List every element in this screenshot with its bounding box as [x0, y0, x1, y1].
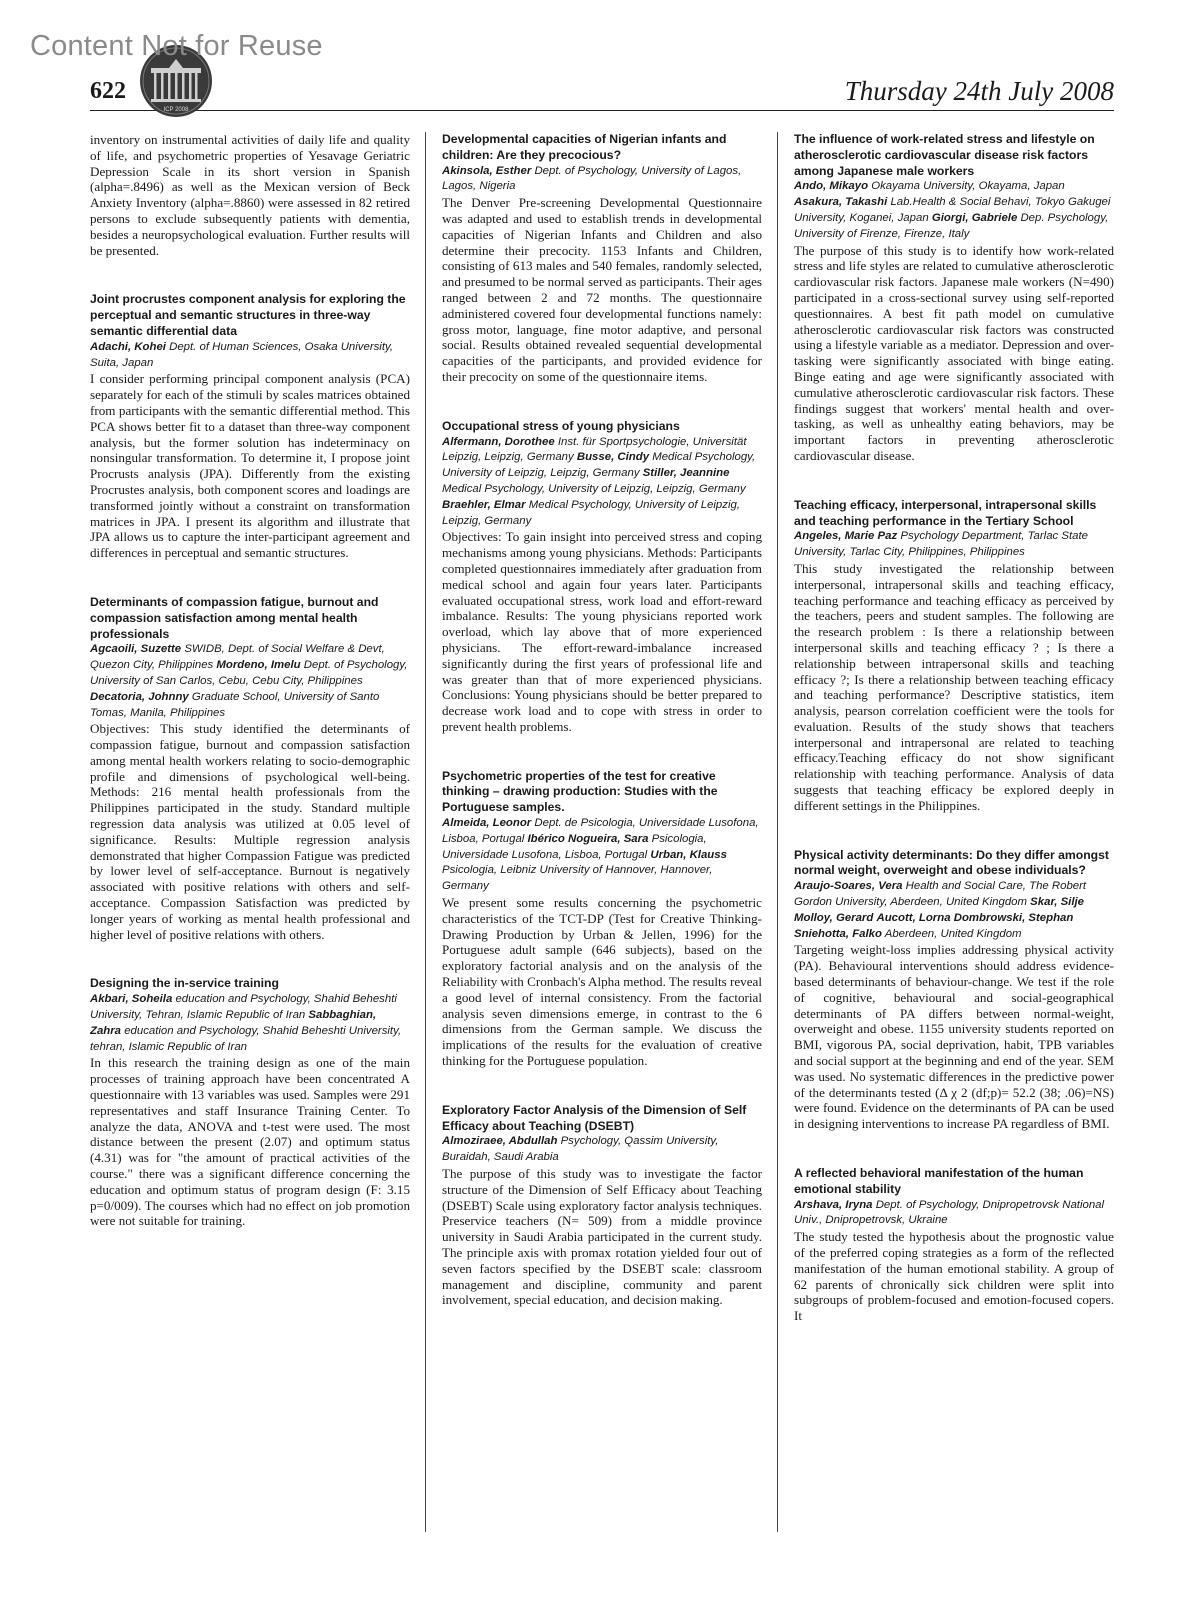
abstract-title: Joint procrustes component analysis for exploring the perceptual and semantic structures in three-way semantic differential data	[90, 292, 406, 338]
author-name: Stiller, Jeannine	[642, 467, 730, 480]
abstract	[794, 132, 1114, 464]
header-rule	[90, 110, 1114, 111]
author-affiliation: Lab.Health & Social Behavi, Tokyo Gakugei University, Koganei, Japan	[794, 196, 1111, 224]
abstract-authors	[794, 1198, 1114, 1230]
author-name: Mordeno, Imelu	[216, 659, 301, 672]
author-name: Agcaoili, Suzette	[90, 643, 182, 656]
author-name: Araujo-Soares, Vera	[794, 880, 903, 893]
abstract-authors	[90, 340, 410, 372]
author-name: Aucott, Lorna	[876, 911, 951, 924]
author-name: Adachi, Kohei	[90, 340, 166, 353]
abstract-authors	[442, 816, 762, 895]
author-name: Almeida, Leonor	[442, 817, 532, 830]
author-affiliation: Inst. für Sportpsychologie, Universität Leipzig, Leipzig, Germany	[442, 435, 747, 464]
author-affiliation: education and Psychology, Shahid Beheshti University, Tehran, Islamic Republic of Iran	[90, 993, 397, 1022]
author-name: Giorgi, Gabriele	[931, 211, 1018, 224]
author-name: Decatoria, Johnny	[90, 690, 189, 703]
author-affiliation: education and Psychology, Shahid Beheshti University, tehran, Islamic Republic of Iran	[90, 1024, 402, 1053]
author-name: Ibérico Nogueira, Sara	[527, 832, 649, 845]
abstract-body: Targeting weight-loss implies addressing physical activity (PA). Behavioural interventions should address evidence-based determinants of behaviour-change. We test if the role of cognitive, behavioural and social-geographical determinants of PA differs between normal-weight, overweight and obese. 1155 university students reported on BMI, vigorous PA, social deprivation, habit, TPB variables and social support at the beginning and end of the year. SEM was used. No systematic differences in the predictive power of the determinants tested (Δ χ 2 (df;p)= 52.2 (38; .06)=NS) were found. Evidence on the determinants of PA can be used in designing interventions to increase PA regardless of BMI.	[794, 942, 1114, 1132]
abstract-body: The purpose of this study was to investigate the factor structure of the Dimension of Self Efficacy about Teaching (DSEBT) Scale using exploratory factor analysis techniques. Preservice teachers (N= 509) from a middle province university in Saudi Arabia participated in the current study. The principle axis with promax rotation yielded four out of seven factors specified by the DSEBT scale: classroom management and discipline, community and parent involvement, special education, and decision making.	[442, 1166, 762, 1308]
column-divider	[777, 132, 778, 1532]
watermark: Content Not for Reuse	[30, 30, 323, 62]
abstract-title: Psychometric properties of the test for creative thinking – drawing production: Studies with the Portuguese samples.	[442, 768, 718, 815]
abstract	[442, 419, 762, 735]
abstract-title: Occupational stress of young physicians	[442, 418, 680, 433]
abstract-title: Determinants of compassion fatigue, burnout and compassion satisfaction among mental health professionals	[90, 594, 379, 641]
author-affiliation: Psicologia, Universidade Lusofona, Lisboa, Portugal	[442, 832, 707, 861]
abstract-authors	[794, 879, 1114, 942]
logo-text: ICP 2008	[163, 107, 189, 113]
author-affiliation: Dep. Psychology, University of Firenze, Firenze, Italy	[794, 211, 1109, 240]
author-name: Braehler, Elmar	[442, 498, 526, 511]
abstract-body: The study tested the hypothesis about the prognostic value of the preferred coping strategies as a form of the reflected manifestation of the human emotional stability. A group of 62 parents of chronically sick children were split into subgroups of problem-focused and emotion-focused copers. It	[794, 1229, 1114, 1324]
page-number: 622	[90, 78, 126, 104]
abstract-authors	[442, 1134, 762, 1166]
abstract	[442, 132, 762, 385]
author-name: Skar, Silje	[1030, 896, 1084, 909]
abstract-title: Teaching efficacy, interpersonal, intrapersonal skills and teaching performance in the Tertiary School	[794, 497, 1097, 528]
author-affiliation: Dept. of Psychology, University of Lagos, Lagos, Nigeria	[442, 164, 742, 193]
author-name: Dombrowski, Stephan	[953, 911, 1074, 924]
author-affiliation: Medical Psychology, University of Leipzig, Leipzig, Germany	[442, 451, 756, 480]
author-name: Asakura, Takashi	[794, 196, 888, 209]
column-3	[794, 132, 1114, 1522]
abstract	[90, 132, 410, 258]
author-name: Busse, Cindy	[576, 451, 650, 464]
author-name: Arshava, Iryna	[794, 1198, 873, 1211]
author-affiliation: Aberdeen, United Kingdom	[884, 927, 1022, 940]
author-affiliation: Graduate School, University of Santo Tomas, Manila, Philippines	[90, 690, 380, 719]
author-name: Urban, Klauss	[650, 848, 727, 861]
abstract-title: Exploratory Factor Analysis of the Dimension of Self Efficacy about Teaching (DSEBT)	[442, 1102, 747, 1133]
author-name: Ando, Mikayo	[794, 180, 869, 193]
author-affiliation: Medical Psychology, University of Leipzig, Leipzig, Germany	[442, 482, 746, 495]
author-affiliation: Dept. of Psychology, Dnipropetrovsk National Univ., Dnipropetrovsk, Ukraine	[794, 1198, 1105, 1227]
abstract-authors	[794, 179, 1114, 242]
abstract	[442, 1103, 762, 1308]
author-affiliation: Psychology Department, Tarlac State University, Tarlac City, Philippines, Philippines	[794, 530, 1088, 559]
author-name: Akinsola, Esther	[442, 164, 532, 177]
abstract-body: inventory on instrumental activities of daily life and quality of life, and psychometric properties of Yesavage Geriatric Depression Scale in its short version in Spanish (alpha=.8496) as well as the Mexican version of Beck Anxiety Inventory (alpha=.8860) were assessed in 82 retired persons to exclude subsequently patients with dementia, besides a neuropsychological evaluation. Further results will be presented.	[90, 132, 410, 258]
abstract-title: The influence of work-related stress and lifestyle on atherosclerotic cardiovascular disease risk factors among Japanese male workers	[794, 132, 1095, 178]
abstract	[442, 769, 762, 1069]
abstract-title: Developmental capacities of Nigerian infants and children: Are they precocious?	[442, 132, 727, 162]
author-affiliation: Health and Social Care, The Robert Gordon University, Aberdeen, United Kingdom	[794, 880, 1087, 909]
author-affiliation: SWIDB, Dept. of Social Welfare & Devt, Quezon City, Philippines	[90, 643, 385, 672]
abstract	[794, 1166, 1114, 1324]
author-affiliation: Okayama University, Okayama, Japan	[871, 180, 1065, 193]
abstract-authors	[794, 529, 1114, 561]
author-affiliation: Medical Psychology, University of Leipzig, Leipzig, Germany	[442, 498, 740, 527]
abstract-authors	[90, 642, 410, 721]
author-affiliation: Dept. of Psychology, University of San Carlos, Cebu, Cebu City, Philippines	[90, 659, 408, 687]
abstract-authors	[442, 435, 762, 530]
author-name: Molloy, Gerard	[794, 911, 874, 924]
column-2	[442, 132, 762, 1522]
author-name: Sabbaghian, Zahra	[90, 1009, 377, 1037]
author-name: Akbari, Soheila	[90, 993, 173, 1006]
abstract-body: We present some results concerning the psychometric characteristics of the TCT-DP (Test for Creative Thinking- Drawing Production by Urban & Jellen, 1996) for the Portuguese adult sample (646 subjects), based on the exploratory factorial analysis and on the analysis of the Reliability with Cronbach's Alpha method. The results reveal a good level of internal consistency. From the factorial analysis seven dimensions emerge, in contrast to the 6 dimensions from the German sample. We discuss the implications of the results for the evaluation of creative thinking for the Portuguese population.	[442, 895, 762, 1069]
author-name: Almoziraee, Abdullah	[442, 1135, 558, 1148]
abstract-title: Designing the in-service training	[90, 976, 279, 991]
abstract	[90, 292, 410, 561]
author-affiliation: Psicologia, Leibniz University of Hannover, Hannover, Germany	[442, 864, 713, 893]
author-affiliation: Psychology, Qassim University, Buraidah, Saudi Arabia	[442, 1135, 719, 1164]
abstract-body: In this research the training design as one of the main processes of training approach have been concentrated A questionnaire with 13 variables was used. Samples were 291 representatives and staff Insurance Training Center. To analyze the data, ANOVA and t-test were used. The most distance between the present (2.07) and optimum status (4.31) was for "the amount of practical activities of the course." there was a significant difference concerning the education and optimum status of program design (F: 3.15 p=0/009). The courses which had no effect on job promotion were not suitable for training.	[90, 1055, 410, 1229]
abstract-authors	[442, 164, 762, 196]
author-name: Alfermann, Dorothee	[442, 435, 555, 448]
abstract-body: Objectives: To gain insight into perceived stress and coping mechanisms among young physicians. Methods: Participants completed questionnaires immediately after graduation from medical school and again four years later. Participants evaluated occupational stress, work load and effort-reward imbalance. Results: The young physicians reported work overload, which lay above that of more experienced physicians. The effort-reward-imbalance increased significantly during the first years of professional life and was greater than that of more experienced physicians. Conclusions: Young physicians should be better prepared to decrease work load and to cope with stress in order to prevent health problems.	[442, 529, 762, 734]
abstract	[90, 976, 410, 1229]
author-affiliation: Dept. of Human Sciences, Osaka University, Suita, Japan	[90, 340, 394, 369]
author-name: Angeles, Marie Paz	[794, 530, 898, 543]
author-name: Sniehotta, Falko	[794, 927, 882, 940]
abstract-body: I consider performing principal component analysis (PCA) separately for each of the stimuli by scales matrices obtained from participants with the semantic differential method. This PCA shows better fit to a dataset than three-way component analysis, but the former solution has indeterminacy on nonsingular transformation. To determine it, I propose joint Procrusts analysis (JPA). Differently from the existing Procrustes analysis, both component scores and loadings are transformed jointly without a constraint on transformation matrices in JPA. I present its algorithm and illustrate that JPA allows us to capture the inter-participant agreement and differences in perceptual and semantic structures.	[90, 371, 410, 561]
author-affiliation: Dept. de Psicologia, Universidade Lusofona, Lisboa, Portugal	[442, 817, 759, 845]
abstract-body: Objectives: This study identified the determinants of compassion fatigue, burnout and compassion satisfaction among mental health workers relating to socio-demographic profile and dimensions of psychological well-being. Methods: 216 mental health professionals from the Philippines participated in the study. Standard multiple regression data analysis was utilized at 0.05 level of significance. Results: Multiple regression analysis demonstrated that higher Compassion Fatigue was predicted by lower level of self-acceptance. Burnout is negatively associated with positive relations with others and self-acceptance. Compassion Satisfaction was predicted by longer years of working as mental health professional and higher level of positive relations with others.	[90, 721, 410, 942]
abstract	[794, 498, 1114, 814]
abstract	[90, 595, 410, 943]
abstract-body: The purpose of this study is to identify how work-related stress and life styles are related to cumulative atherosclerotic cardiovascular risk factors. Japanese male workers (N=490) participated in a cross-sectional survey using self-reported questionnaires. A best fit path model on cumulative atherosclerotic cardiovascular risk factors was constructed using a lifestyle variable as a mediator. Depression and over-tasking were significantly associated with binge eating. Binge eating and age were significantly associated with cumulative atherosclerotic cardiovascular risk factors. These findings suggest that workers' mental health and over-tasking, as well as unhealthy eating behaviors, may be important factors in preventing atherosclerotic cardiovascular disease.	[794, 242, 1114, 463]
abstract-title: A reflected behavioral manifestation of the human emotional stability	[794, 1166, 1084, 1196]
abstract-title: Physical activity determinants: Do they differ amongst normal weight, overweight and obese individuals?	[794, 847, 1109, 878]
page-date: Thursday 24th July 2008	[844, 76, 1114, 106]
abstract-authors	[90, 992, 410, 1055]
column-divider	[425, 132, 426, 1532]
abstract-body: This study investigated the relationship between interpersonal, intrapersonal skills and teaching efficacy, teaching performance and teaching efficacy as perceived by the teachers, peers and student samples. The following are the research problem : Is there a relationship between interpersonal skills and teaching efficacy ? ; Is there a relationship between intrapersonal skills and teaching efficacy ?; Is there a relationship between teaching efficacy and teaching performance? Descriptive statistics, item analysis, pearson correlation coefficient were the tools for evaluation. Results of the study shows that teachers interpersonal and intrapersonal are related to teaching efficacy.Teaching efficacy do not show significant relationship with teaching performance. Analysis of data suggests that teaching efficacy be explored deeply in different settings in the Philippines.	[794, 560, 1114, 813]
abstract-body: The Denver Pre-screening Developmental Questionnaire was adapted and used to establish trends in developmental capacities of Nigerian Infants and Children and also determine their precocity. 1153 Infants and Children, consisting of 613 males and 540 females, randomly selected, and presumed to be normal served as participants. Their ages ranged between 2 and 72 months. The questionnaire administered covered four developmental functions namely: gross motor, language, fine motor adaptive, and personal social. Results obtained revealed sequential developmental capacities of the participants, and provided evidence for their precocity on some of the questionnaire items.	[442, 195, 762, 384]
abstract	[794, 848, 1114, 1132]
column-1	[90, 132, 410, 1522]
